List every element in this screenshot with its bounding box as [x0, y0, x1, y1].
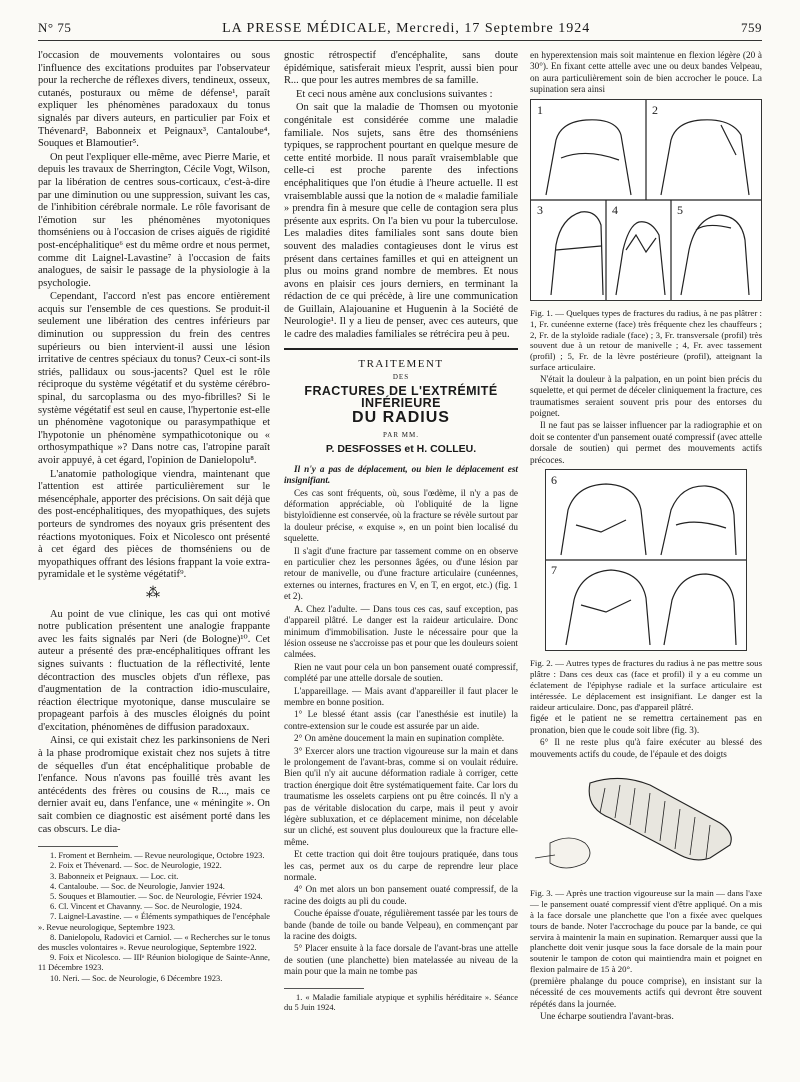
article-rule — [284, 348, 518, 350]
column-1 — [38, 50, 270, 985]
paragraph: L'appareillage. — Mais avant d'appareiller il faut placer le membre en bonne position. — [284, 685, 518, 707]
paragraph: Une écharpe soutiendra l'avant-bras. — [540, 1011, 674, 1022]
journal-title: LA PRESSE MÉDICALE, Mercredi, 17 Septembre 1924 — [222, 21, 591, 36]
paragraph: 3° Exercer alors une traction vigoureuse sur la main et dans le prolongement de l'avant-bras, comme si on voulait réduire. Bien qu'il n'y ait aucune déformation radiale à corriger, cette traction énergique doit être systématiquement faite. Car lors du traumatisme les osselets carpiens ont pu être coincés. Il n'y a pas de véritable dislocation du carpe, mais il peut y avoir légère subluxation, et ce déplacement minime, non décelable sur un cliché, est souvent plus douloureux que la fracture elle-même. — [284, 745, 518, 847]
lead-paragraph: Il n'y a pas de déplacement, ou bien le déplacement est insignifiant. — [284, 463, 518, 486]
paragraph: en hyperextension mais soit maintenue en flexion légère (20 à 30°). En fixant cette attelle avec une ou deux bandes Velpeau, on aura particulièrement soin de bien accrocher le pouce. La supination sera ainsi — [530, 50, 762, 95]
footnote: 1. « Maladie familiale atypique et syphilis héréditaire ». Séance du 5 Juin 1924. — [284, 992, 518, 1012]
footnote: 1. Froment et Bernheim. — Revue neurologique, Octobre 1923. — [50, 851, 265, 861]
figure-1-label: 1 — [537, 102, 543, 117]
article-title-line1: FRACTURES DE L'EXTRÉMITÉ INFÉRIEURE — [304, 383, 498, 411]
footnote: 9. Foix et Nicolesco. — IIIᵉ Réunion biologique de Sainte-Anne, 11 Décembre 1923. — [38, 953, 270, 973]
footnote: 8. Danielopolu, Radovici et Carniol. — « Recherches sur le tonus des muscles volontaires ». Revue neurologique, Septembre 1922. — [38, 932, 270, 953]
paragraph: Il ne faut pas se laisser influencer par la radiographie et on doit se contenter d'un pansement ouaté compressif (avec attelle dorsale de soutien) qui permet des mouvements actifs précoces. — [530, 420, 762, 465]
footnotes — [38, 851, 270, 984]
section-separator: ⁂ — [146, 585, 162, 601]
paragraph: Il s'agit d'une fracture par tassement comme on en observe en particulier chez les personnes âgées, ou d'une lésion par retour de manivelle, ou d'une fracture articulaire (cunéennes, externes ou internes, fractures en V, en T, en ergot, etc.) (fig. 1 et 2). — [284, 545, 518, 602]
paragraph: figée et le patient ne se remettra certainement pas en pronation, bien que le coude soit libre (fig. 3). — [530, 713, 762, 735]
figure-1-label: 2 — [652, 102, 658, 117]
figure-3-caption: Fig. 3. — Après une traction vigoureuse sur la main — dans l'axe — le pansement ouaté compressif vient d'être appliqué. On a mis à la face dorsale une planchette que l'on a fixée avec quelques tours de bande. Noter l'accrochage du pouce par la bande, ce qui servira à maintenir la main en supination. Remarquer aussi que la planchette doit venir jusque sous la face dorsale de la main pour soutenir le tampon de coton qui maintiendra main et poignet en flexion palmaire de 15 à 20°. — [530, 888, 762, 975]
paragraph: Cependant, l'accord n'est pas encore entièrement acquis sur l'ensemble de ces questions. Se produit-il seulement une libération des centres inférieurs par diminution ou suppression du frein des centres supérieurs ou bien intervient-il aussi une lésion irritative de centres spéciaux du tonus? Ceux-ci sont-ils striés, pallidaux ou sous-jacents? Quel est le rôle réciproque du système végétatif et du système cérébro-spinal, du sarcoplasma ou des myo-fibrilles? Si le système végétatif est seul en cause, l'hypertonie est-elle un phénomène vagotonique ou parasympathique et l'hypotonie un phénomène sympathicotonique ou « orthosympathique »? Dans notre cas, l'atropine paraît avoir appuyé, à cet égard, l'opinion de Danielopolu⁸. — [38, 291, 270, 466]
footnote: 10. Neri. — Soc. de Neurologie, 6 Décembre 1923. — [50, 973, 223, 983]
column-2 — [284, 50, 518, 1014]
paragraph: 6° Il ne reste plus qu'à faire exécuter au blessé des mouvements actifs du coude, de l'épaule et des doigts — [530, 737, 762, 759]
paragraph: N'était la douleur à la palpation, en un point bien précis du squelette, et qui permet de déceler cliniquement la fracture, ces traumatismes seraient souvent pris pour des entorses du poignet. — [530, 373, 762, 419]
footnote-rule — [284, 988, 364, 989]
figure-2-label: 6 — [551, 473, 557, 488]
paragraph: Ces cas sont fréquents, où, sous l'œdème, il n'y a pas de déformation appréciable, où l'obliquité de la ligne bistyloïdienne est conservée, où la fracture se révèle surtout par la douleur précise, « exquise », en un point bien localisé du squelette. — [284, 487, 518, 544]
paragraph: A. Chez l'adulte. — Dans tous ces cas, sauf exception, pas d'appareil plâtré. Le danger est la raideur articulaire. Donc minimum d'immobilisation. Juste le nécessaire pour que la lésion osseuse ne s'accroisse pas et pour que les douleurs soient calmées. — [284, 603, 518, 660]
paragraph: 1° Le blessé étant assis (car l'anesthésie est inutile) la contre-extension sur le coude est assurée par un aide. — [284, 709, 518, 731]
paragraph: 4° On met alors un bon pansement ouaté compressif, de la racine des doigts au pli du coude. — [284, 884, 518, 906]
footnote: 7. Laignel-Lavastine. — « Éléments sympathiques de l'encéphale ». Revue neurologique, Septembre 1923. — [38, 912, 270, 932]
paragraph: gnostic rétrospectif d'encéphalite, sans doute épidémique, satisferait mieux l'esprit, aussi bien pour R... que pour les autres membres de sa famille. — [284, 50, 518, 87]
paragraph: Et cette traction qui doit être toujours pratiquée, dans tous les cas, permet aux os du carpe de reprendre leur place normale. — [284, 849, 518, 883]
figure-1-label: 5 — [677, 202, 683, 217]
paragraph: Couche épaisse d'ouate, régulièrement tassée par les tours de bande (bande de toile ou bande Velpeau), en commençant par la racine des doigts. — [284, 908, 518, 942]
column-3 — [530, 50, 762, 1023]
paragraph: Ainsi, ce qui existait chez les parkinsoniens de Neri à la phase prodromique existait chez nos sujets à titre de séquelles d'un état encéphalitique probable de l'enfance. Nous n'avons pas fouillé très avant les antécédents des frères ou cousins de R..., mais ce dernier avait eu, dans l'enfance, une « méningite ». On sait combien ce diagnostic est aisément porté dans les cas obscurs. Le dia- — [38, 735, 270, 835]
figure-2-label: 7 — [551, 563, 557, 578]
figure-2-caption: Fig. 2. — Autres types de fractures du radius à ne pas mettre sous plâtre : Dans ces deux cas (face et profil) il y a eu comme un éclatement de l'épiphyse radiale et la surface articulaire est intéressée. Le déplacement est insignifiant. Le danger est la raideur articulaire. Donc, pas d'appareil plâtré. — [530, 658, 762, 712]
footnote-rule — [38, 846, 118, 847]
figure-1-label: 4 — [612, 202, 618, 217]
article-par: PAR MM. — [383, 430, 419, 439]
figure-3 — [530, 763, 760, 881]
running-header — [38, 20, 762, 40]
paragraph: l'occasion de mouvements volontaires ou sous l'influence des excitations produites par l'observateur pour la recherche de réflexes divers, tendineux, osseux, cutanés, posturaux ou même de défense¹, paraît expliquer les phénomènes paradoxaux du tonus signalés par divers auteurs, en particulier par Foix et Thévenard², Babonneix et Peignaux³, Cantaloube⁴, Souques et Blamoutier⁵. — [38, 50, 270, 150]
figure-1-caption: Fig. 1. — Quelques types de fractures du radius, à ne pas plâtrer : 1, Fr. cunéenne externe (face) très fréquente chez les chauffeurs ; 2, Fr. de la styloïde radiale (face) ; 3, Fr. transversale (profil) très souvent due à un retour de manivelle ; 4, Fr. avec tassement (profil) ; 5, Fr. de la lèvre postérieure (profil), atteignant la surface articulaire. — [530, 308, 762, 373]
paragraph: Au point de vue clinique, les cas qui ont motivé notre publication présentent une analogie frappante avec les faits signalés par Neri (de Bologne)¹⁰. Cet auteur a présenté des præ-encéphalitiques offrant les signes suivants : fluctuation de la réflectivité, lente décontraction des muscles objets d'un réflexe, pas d'augmentation de la contraction idio-musculaire, réaction électrique myotonique, danse musculaire se propageant parfois à des muscles éloignés du point d'excitation, phénomènes de diffusion paradoxaux. — [38, 608, 270, 733]
paragraph: (première phalange du pouce comprise), en insistant sur la nécessité de ces mouvements actifs qui devront être souvent répétés dans la journée. — [530, 975, 762, 1009]
footnote: 6. Cl. Vincent et Chavanny. — Soc. de Neurologie, 1924. — [50, 902, 243, 912]
paragraph: L'anatomie pathologique viendra, maintenant que l'attention est attirée particulièrement sur le mésencéphale, apporter des précisions. On sait déjà que des post-encéphalitiques, des myopathiques, des sujets porteurs de syndromes des noyaux gris présentent des réactions myotoniques. Foix et Nicolesco ont présenté à cet égard des pièces de thomséniens ou de myopathiques offrant des lésions frappant la voie extra-pyramidale et le système végétatif⁹. — [38, 468, 270, 581]
paragraph: On peut l'expliquer elle-même, avec Pierre Marie, et depuis les travaux de Sherrington, Cécile Vogt, Wilson, par la libération de centres sous-corticaux, c'est-à-dire par une diminution ou une suppression, suivant les cas, de l'inhibition cérébrale normale. Le rôle favorisant de l'émotion sur les phénomènes myotoniques thomséniens ou à l'occasion de crises aiguës de rigidité post-encéphalitique⁶ est du même ordre et nous permet, comme dit Laignel-Lavastine⁷ à l'occasion de faits analogues, de saisir le passage de la physiologie à la psychologie. — [38, 151, 270, 289]
article-des: DES — [392, 373, 410, 382]
paragraph: Et ceci nous amène aux conclusions suivantes : — [296, 88, 493, 100]
article-title-line2: DU RADIUS — [352, 409, 450, 427]
article-authors: P. DESFOSSES et H. COLLEU. — [325, 443, 477, 456]
footnote: 2. Foix et Thévenard. — Soc. de Neurologie, 1922. — [50, 861, 222, 871]
footnote: 3. Babonneix et Peignaux. — Loc. cit. — [50, 871, 179, 881]
paragraph: 2° On amène doucement la main en supination complète. — [294, 733, 505, 744]
footnote: 5. Souques et Blamoutier. — Soc. de Neurologie, Février 1924. — [50, 892, 263, 902]
paragraph: 5° Placer ensuite à la face dorsale de l'avant-bras une attelle de soutien (une planchette) bien matelassée au niveau de la main pour que la main ne tombe pas — [284, 943, 518, 977]
paragraph: On sait que la maladie de Thomsen ou myotonie congénitale est considérée comme une maladie familiale. Nos sujets, sans être des thomséniens typiques, se rapprochent pourtant en quelque mesure de cette entité morbide. Il nous paraît vraisemblable que celle-ci est proche parente des infections encéphalitiques que l'on étudie à l'heure actuelle. Il est vraisemblable aussi que la notion de « maladie familiale » prendra fin à mesure que celle de contagion sera plus présente aux esprits. On l'a bien vu pour la tuberculose. Les maladies dites familiales sont sans doute bien souvent des maladies contagieuses dont le virus est présent dans certaines familles et qui en atteignent un plus ou moins grand nombre de membres. Et nous avons en plaisir ces jours derniers, en terminant la rédaction de ce qui précède, à lire une communication de Guillain, Alajouanine et Huguenin à la Société de Neurologie¹. Il y a lieu de penser, avec ces auteurs, que le cadre des maladies familiales se rétrécira peu à peu. — [284, 102, 518, 341]
article-kicker: TRAITEMENT — [358, 357, 444, 370]
article-body — [284, 464, 518, 978]
issue-number: N° 75 — [38, 20, 72, 35]
footnote: 4. Cantaloube. — Soc. de Neurologie, Janvier 1924. — [50, 881, 225, 891]
figure-1 — [530, 99, 762, 301]
figure-2 — [545, 469, 747, 651]
figure-1-label: 3 — [537, 202, 543, 217]
article-heading — [284, 358, 518, 456]
header-rule — [38, 40, 762, 41]
page-number: 759 — [741, 20, 762, 35]
paragraph: Rien ne vaut pour cela un bon pansement ouaté compressif, complété par une attelle dorsale de soutien. — [284, 661, 518, 684]
